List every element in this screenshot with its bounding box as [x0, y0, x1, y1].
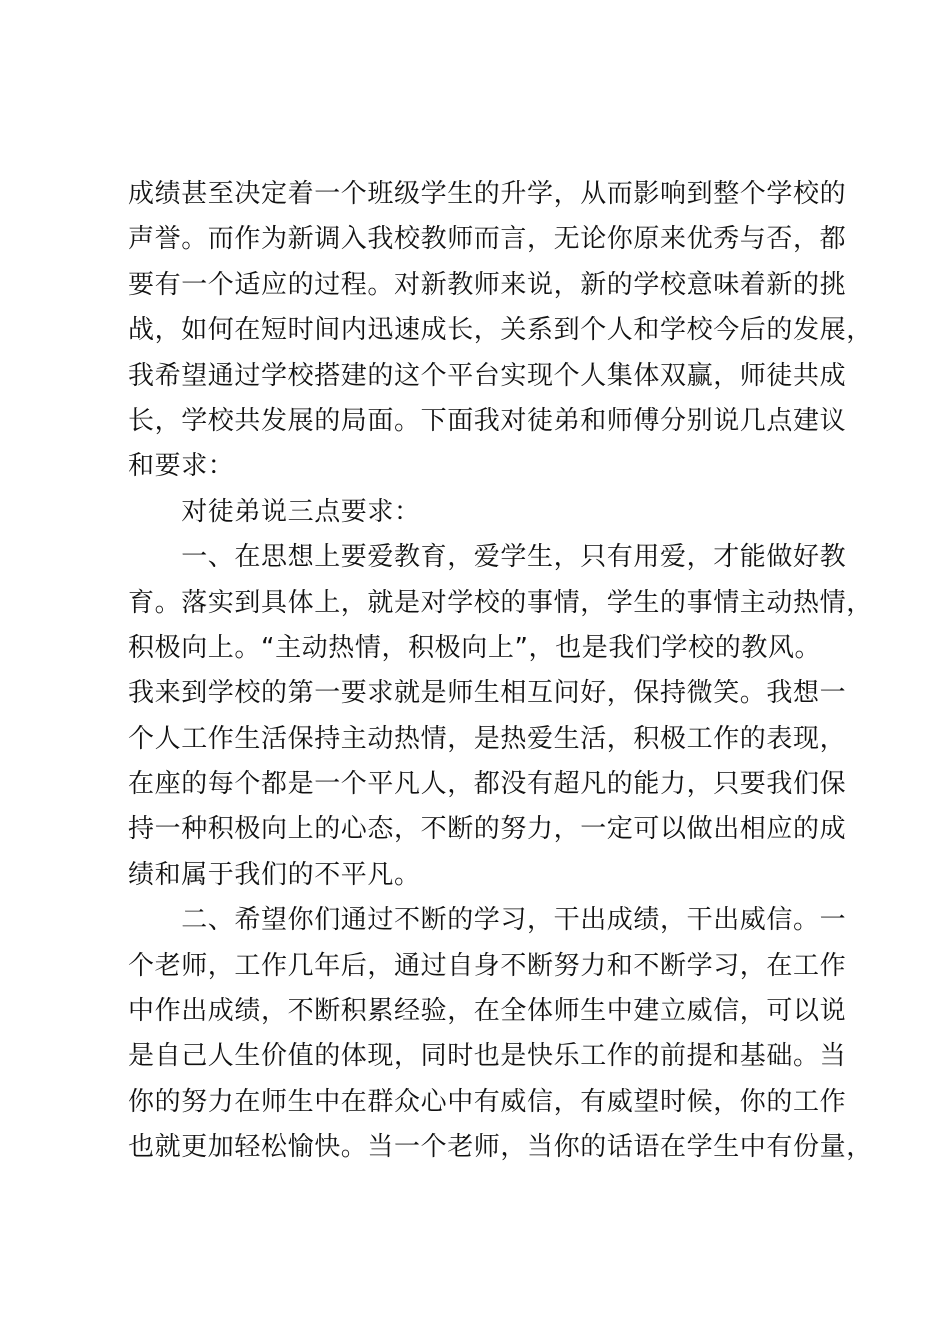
text-line: 对徒弟说三点要求： [128, 496, 421, 527]
text-line: 声誉。而作为新调入我校教师而言，无论你原来优秀与否，都 [128, 224, 847, 255]
text-line: 长，学校共发展的局面。下面我对徒弟和师傅分别说几点建议 [128, 405, 847, 436]
text-line: 积极向上。“主动热情，积极向上”，也是我们学校的教风。 [128, 632, 822, 663]
body-text [128, 172, 873, 1171]
text-line: 你的努力在师生中在群众心中有威信，有威望时候，你的工作 [128, 1086, 847, 1117]
text-line: 个人工作生活保持主动热情，是热爱生活，积极工作的表现， [128, 723, 847, 754]
text-line: 战，如何在短时间内迅速成长，关系到个人和学校今后的发展， [128, 315, 873, 346]
text-line: 育。落实到具体上，就是对学校的事情，学生的事情主动热情， [128, 587, 873, 618]
text-line: 和要求： [128, 451, 235, 482]
text-line: 一、在思想上要爱教育，爱学生，只有用爱，才能做好教 [128, 542, 847, 573]
text-line: 是自己人生价值的体现，同时也是快乐工作的前提和基础。当 [128, 1041, 847, 1072]
text-line: 我来到学校的第一要求就是师生相互问好，保持微笑。我想一 [128, 678, 847, 709]
text-line: 二、希望你们通过不断的学习，干出成绩，干出威信。一 [128, 905, 847, 936]
text-line: 绩和属于我们的不平凡。 [128, 859, 421, 890]
text-line: 持一种积极向上的心态，不断的努力，一定可以做出相应的成 [128, 814, 847, 845]
text-line: 也就更加轻松愉快。当一个老师，当你的话语在学生中有份量， [128, 1132, 873, 1163]
text-line: 在座的每个都是一个平凡人，都没有超凡的能力，只要我们保 [128, 769, 847, 800]
text-line: 要有一个适应的过程。对新教师来说，新的学校意味着新的挑 [128, 269, 847, 300]
text-line: 个老师，工作几年后，通过自身不断努力和不断学习，在工作 [128, 950, 847, 981]
text-line: 我希望通过学校搭建的这个平台实现个人集体双赢，师徒共成 [128, 360, 847, 391]
text-line: 中作出成绩，不断积累经验，在全体师生中建立威信，可以说 [128, 996, 847, 1027]
text-line: 成绩甚至决定着一个班级学生的升学，从而影响到整个学校的 [128, 179, 847, 209]
